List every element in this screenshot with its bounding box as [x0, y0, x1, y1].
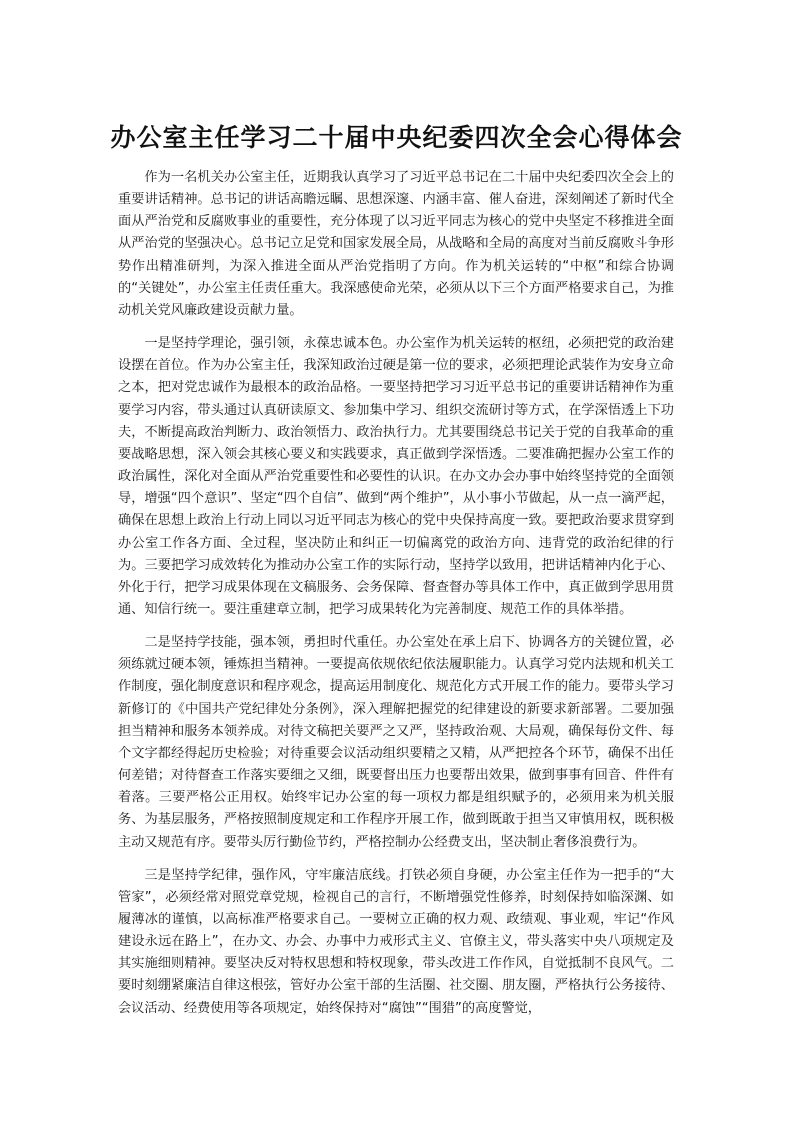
document-title: 办公室主任学习二十届中央纪委四次全会心得体会	[110, 123, 683, 152]
paragraph-point-two: 二是坚持学技能，强本领，勇担时代重任。办公室处在承上启下、协调各方的关键位置，必须练就过硬本领，锤炼担当精神。一要提高依规依纪依法履职能力。认真学习党内法规和机关工作制度，强化制度意识和程序观念，提高运用制度化、规范化方式开展工作的能力。要带头学习新修订的《中国共产党纪律处分条例》，深入理解把握党的纪律建设的新要求新部署。二要加强担当精神和服务本领养成。对待文稿把关要严之又严，坚持政治观、大局观，确保每份文件、每个文字都经得起历史检验；对待重要会议活动组织要精之又精，从严把控各个环节，确保不出任何差错；对待督查工作落实要细之又细，既要督出压力也要帮出效果，做到事事有回音、件件有着落。三要严格公正用权。始终牢记办公室的每一项权力都是组织赋予的，必须用来为机关服务、为基层服务，严格按照制度规定和工作程序开展工作，做到既敢于担当又审慎用权，既积极主动又规范有序。要带头厉行勤俭节约，严格控制办公经费支出，坚决制止奢侈浪费行为。	[118, 635, 674, 850]
paragraph-point-one: 一是坚持学理论，强引领，永葆忠诚本色。办公室作为机关运转的枢纽，必须把党的政治建设摆在首位。作为办公室主任，我深知政治过硬是第一位的要求，必须把理论武装作为安身立命之本，把对党忠诚作为最根本的政治品格。一要坚持把学习习近平总书记的重要讲话精神作为重要学习内容，带头通过认真研读原文、参加集中学习、组织交流研讨等方式，在学深悟透上下功夫，不断提高政治判断力、政治领悟力、政治执行力。尤其要围绕总书记关于党的自我革命的重要战略思想，深入领会其核心要义和实践要求，真正做到学深悟透。二要准确把握办公室工作的政治属性，深化对全面从严治党重要性和必要性的认识。在办文办会办事中始终坚持党的全面领导，增强“四个意识”、坚定“四个自信”、做到“两个维护”，从小事小节做起，从一点一滴严起，确保在思想上政治上行动上同以习近平同志为核心的党中央保持高度一致。要把政治要求贯穿到办公室工作各方面、全过程，坚决防止和纠正一切偏离党的政治方向、违背党的政治纪律的行为。三要把学习成效转化为推动办公室工作的实际行动，坚持学以致用，把讲话精神内化于心、外化于行，把学习成果体现在文稿服务、会务保障、督查督办等具体工作中，真正做到学思用贯通、知信行统一。要注重建章立制，把学习成果转化为完善制度、规范工作的具体举措。	[118, 336, 674, 617]
paragraph-point-three: 三是坚持学纪律，强作风，守牢廉洁底线。打铁必须自身硬，办公室主任作为一把手的“大管家”，必须经常对照党章党规，检视自己的言行，不断增强党性修养，时刻保持如临深渊、如履薄冰的谨慎，以高标准严格要求自己。一要树立正确的权力观、政绩观、事业观，牢记“作风建设永远在路上”，在办文、办会、办事中力戒形式主义、官僚主义，带头落实中央八项规定及其实施细则精神。要坚决反对特权思想和特权现象，带头改进工作作风，自觉抵制不良风气。二要时刻绷紧廉洁自律这根弦，管好办公室干部的生活圈、社交圈、朋友圈，严格执行公务接待、会议活动、经费使用等各项规定，始终保持对“腐蚀”“围猎”的高度警觉，	[118, 867, 674, 1016]
document-body	[118, 167, 674, 1031]
paragraph-intro: 作为一名机关办公室主任，近期我认真学习了习近平总书记在二十届中央纪委四次全会上的重要讲话精神。总书记的讲话高瞻远瞩、思想深邃、内涵丰富、催人奋进，深刻阐述了新时代全面从严治党和反腐败事业的重要性，充分体现了以习近平同志为核心的党中央坚定不移推进全面从严治党的坚强决心。总书记立足党和国家发展全局，从战略和全局的高度对当前反腐败斗争形势作出精准研判，为深入推进全面从严治党指明了方向。作为机关运转的“中枢”和综合协调的“关键处”，办公室主任责任重大。我深感使命光荣，必须从以下三个方面严格要求自己，为推动机关党风廉政建设贡献力量。	[118, 170, 674, 318]
